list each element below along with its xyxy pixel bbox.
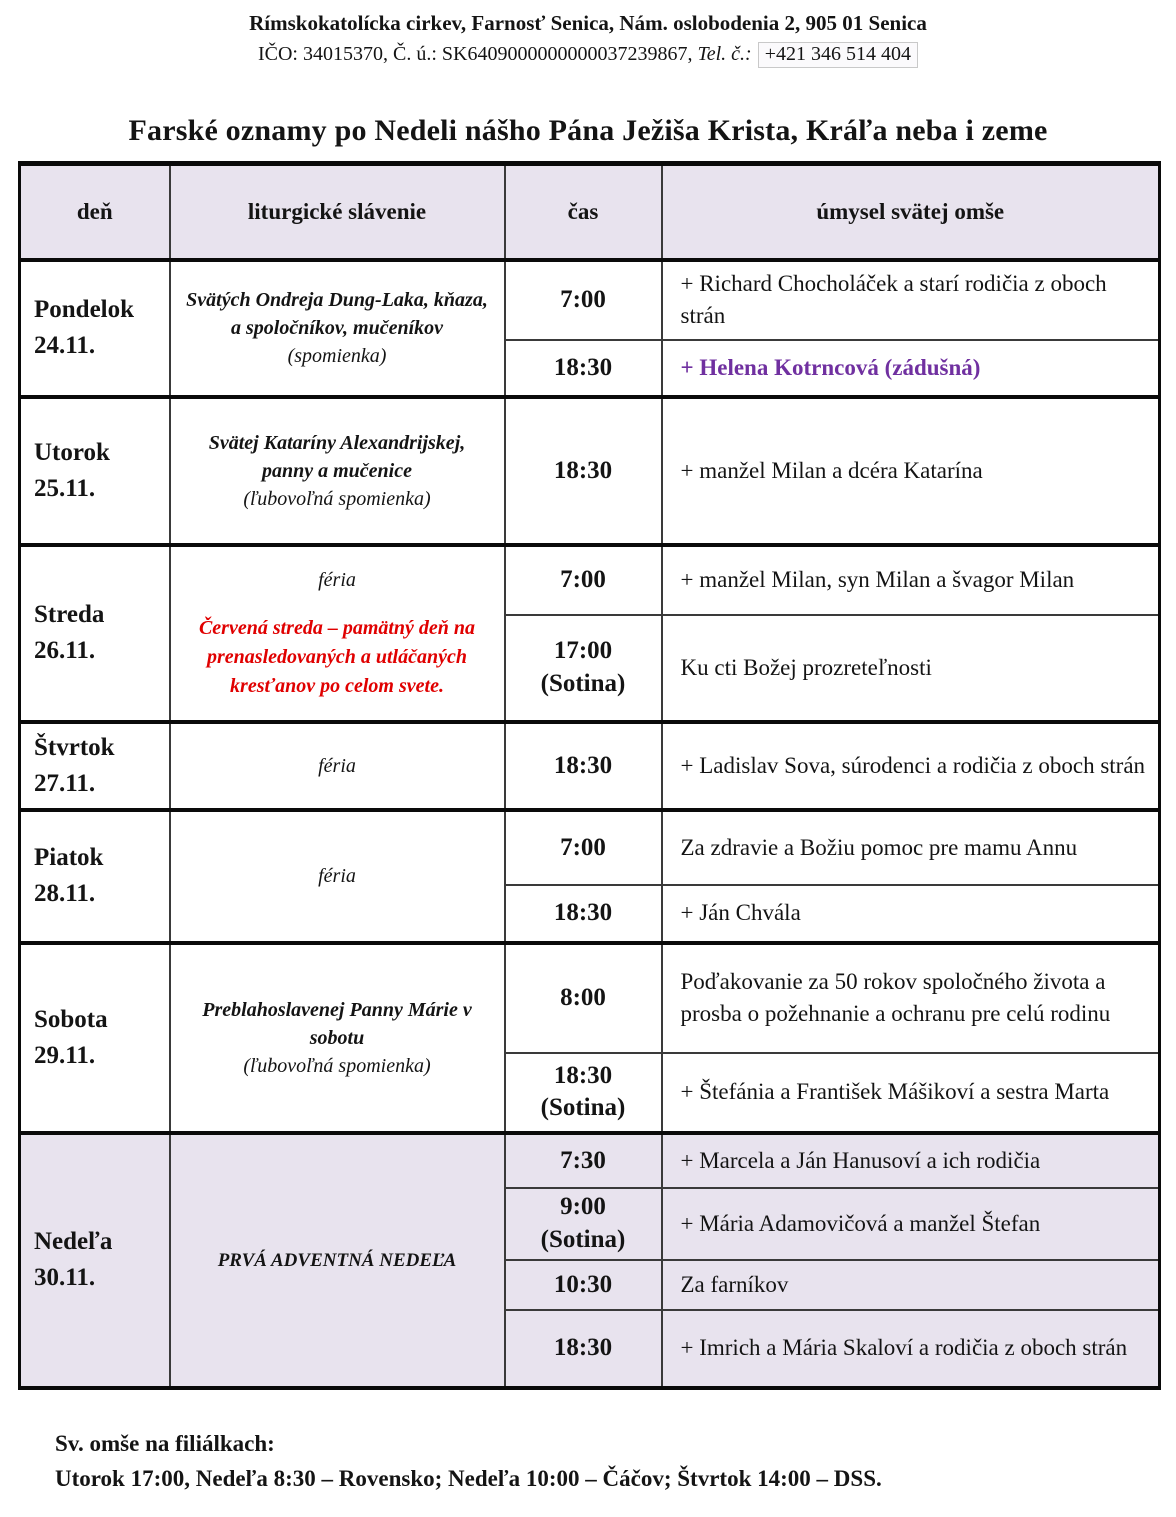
time-cell: [505, 722, 662, 810]
time-cell: [505, 340, 662, 397]
mass-time: 18:30: [553, 751, 613, 779]
celebration-cell-monday: [170, 260, 505, 397]
day-cell-friday: [20, 810, 170, 943]
mass-time: 10:30: [553, 1270, 613, 1298]
filial-masses-note: [55, 1426, 1176, 1517]
day-date: 30.11.: [34, 1264, 96, 1292]
time-cell: [505, 397, 662, 545]
celebration-alert-red-wednesday: Červená streda – pamätný deň na prenasledovaných a utláčaných kresťanov po celom svete.: [198, 616, 476, 697]
celebration-text: féria: [318, 865, 356, 888]
mass-time: 18:30: [553, 1334, 613, 1362]
celebration-note: (spomienka): [287, 345, 387, 368]
mass-time: 18:30: [553, 456, 613, 484]
table-row-tuesday: [20, 397, 1160, 545]
phone-number-link[interactable]: +421 346 514 404: [758, 42, 918, 68]
table-header-row: [20, 164, 1160, 260]
celebration-text: Preblahoslavenej Panny Márie v sobotu: [202, 998, 472, 1049]
intention-cell: [662, 885, 1160, 943]
mass-intention: + Ladislav Sova, súrodenci a rodičia z oboch strán: [680, 752, 1146, 778]
day-cell-saturday: [20, 943, 170, 1133]
parish-address-line: Rímskokatolícka cirkev, Farnosť Senica, Nám. oslobodenia 2, 905 01 Senica: [249, 11, 927, 35]
mass-time: 17:00: [553, 637, 613, 665]
parish-contact-line: [0, 42, 1176, 68]
intention-cell: [662, 615, 1160, 722]
time-cell: [505, 615, 662, 722]
mass-intention: + manžel Milan, syn Milan a švagor Milan: [680, 567, 1075, 593]
mass-intention: + manžel Milan a dcéra Katarína: [680, 457, 983, 483]
intention-cell: [662, 545, 1160, 615]
mass-intention: Za farníkov: [680, 1271, 789, 1297]
column-header-intention: úmysel svätej omše: [662, 164, 1160, 260]
celebration-text: Svätej Kataríny Alexandrijskej, panny a mučenice: [208, 431, 466, 482]
mass-intention: + Richard Chocholáček a starí rodičia z oboch strán: [680, 271, 1107, 329]
time-cell: [505, 810, 662, 885]
day-date: 29.11.: [34, 1041, 96, 1069]
day-name: Sobota: [34, 1005, 108, 1033]
intention-cell: [662, 810, 1160, 885]
celebration-text: féria: [318, 568, 356, 591]
intention-cell: [662, 943, 1160, 1053]
time-cell: [505, 1310, 662, 1388]
mass-time: 18:30: [553, 353, 613, 381]
column-header-day: deň: [20, 164, 170, 260]
day-date: 26.11.: [34, 637, 96, 665]
day-cell-tuesday: [20, 397, 170, 545]
celebration-note: (ľubovoľná spomienka): [243, 487, 431, 510]
table-row-thursday: [20, 722, 1160, 810]
day-cell-monday: [20, 260, 170, 397]
celebration-text: féria: [318, 754, 356, 777]
mass-time: 7:30: [560, 1146, 606, 1174]
day-date: 24.11.: [34, 332, 96, 360]
intention-cell: [662, 340, 1160, 397]
day-name: Pondelok: [34, 296, 135, 324]
column-header-celebration: liturgické slávenie: [170, 164, 505, 260]
mass-intention: Za zdravie a Božiu pomoc pre mamu Annu: [680, 834, 1078, 860]
mass-intention: + Mária Adamovičová a manžel Štefan: [680, 1210, 1041, 1236]
mass-schedule-table: [18, 161, 1161, 1390]
day-cell-sunday: [20, 1133, 170, 1388]
celebration-cell-saturday: [170, 943, 505, 1133]
mass-intention: + Marcela a Ján Hanusoví a ich rodičia: [680, 1147, 1041, 1173]
celebration-text: Svätých Ondreja Dung-Laka, kňaza, a spoločníkov, mučeníkov: [186, 289, 488, 340]
mass-time: 7:00: [560, 566, 606, 594]
celebration-cell-tuesday: [170, 397, 505, 545]
celebration-note: (ľubovoľná spomienka): [243, 1054, 431, 1077]
intention-cell: [662, 1310, 1160, 1388]
table-row-wednesday: [20, 545, 1160, 615]
day-date: 25.11.: [34, 474, 96, 502]
time-cell: [505, 1188, 662, 1260]
celebration-cell-sunday: [170, 1133, 505, 1388]
celebration-cell-friday: [170, 810, 505, 943]
filial-masses-schedule: Utorok 17:00, Nedeľa 8:30 – Rovensko; Nedeľa 10:00 – Čáčov; Štvrtok 14:00 – DSS.: [55, 1466, 882, 1492]
mass-time: 7:00: [560, 833, 606, 861]
celebration-cell-thursday: [170, 722, 505, 810]
column-header-time: čas: [505, 164, 662, 260]
filial-masses-heading: Sv. omše na filiálkach:: [55, 1430, 275, 1456]
mass-intention: + Štefánia a František Mášikoví a sestra Marta: [680, 1079, 1110, 1105]
day-date: 27.11.: [34, 769, 96, 797]
time-cell: [505, 943, 662, 1053]
mass-intention: Ku cti Božej prozreteľnosti: [680, 654, 932, 680]
day-name: Utorok: [34, 438, 110, 466]
intention-cell: [662, 1260, 1160, 1310]
mass-time: 18:30: [553, 1061, 613, 1089]
day-name: Nedeľa: [34, 1228, 113, 1256]
time-cell: [505, 1260, 662, 1310]
day-name: Štvrtok: [34, 733, 115, 761]
mass-place: (Sotina): [540, 1094, 626, 1122]
mass-intention: + Ján Chvála: [680, 900, 801, 926]
day-name: Piatok: [34, 844, 104, 872]
mass-intention: Poďakovanie za 50 rokov spoločného života a prosba o požehnanie a ochranu pre celú rodinu: [680, 969, 1111, 1027]
mass-intention: + Imrich a Mária Skaloví a rodičia z oboch strán: [680, 1335, 1128, 1361]
table-row-sunday: [20, 1133, 1160, 1188]
time-cell: [505, 885, 662, 943]
table-row-monday: [20, 260, 1160, 340]
mass-time: 8:00: [560, 984, 606, 1012]
table-row-saturday: [20, 943, 1160, 1053]
intention-cell: [662, 1188, 1160, 1260]
intention-cell: [662, 260, 1160, 340]
document-header: [0, 10, 1176, 68]
mass-place: (Sotina): [540, 669, 626, 697]
celebration-cell-wednesday: [170, 545, 505, 722]
mass-time: 18:30: [553, 899, 613, 927]
day-name: Streda: [34, 601, 105, 629]
mass-intention: + Helena Kotrncová (zádušná): [680, 354, 981, 380]
tel-label: Tel. č.:: [697, 43, 752, 66]
time-cell: [505, 1133, 662, 1188]
intention-cell: [662, 722, 1160, 810]
time-cell: [505, 260, 662, 340]
intention-cell: [662, 1053, 1160, 1133]
celebration-text: PRVÁ ADVENTNÁ NEDEĽA: [217, 1250, 457, 1271]
day-cell-thursday: [20, 722, 170, 810]
intention-cell: [662, 397, 1160, 545]
page-title: Farské oznamy po Nedeli nášho Pána Ježiša Krista, Kráľa neba i zeme: [128, 114, 1048, 148]
intention-cell: [662, 1133, 1160, 1188]
mass-time: 7:00: [560, 286, 606, 314]
day-date: 28.11.: [34, 880, 96, 908]
time-cell: [505, 1053, 662, 1133]
day-cell-wednesday: [20, 545, 170, 722]
mass-time: 9:00: [560, 1193, 606, 1221]
time-cell: [505, 545, 662, 615]
table-row-friday: [20, 810, 1160, 885]
ico-account-text: IČO: 34015370, Č. ú.: SK6409000000000037239867,: [257, 43, 693, 66]
mass-place: (Sotina): [540, 1225, 626, 1253]
